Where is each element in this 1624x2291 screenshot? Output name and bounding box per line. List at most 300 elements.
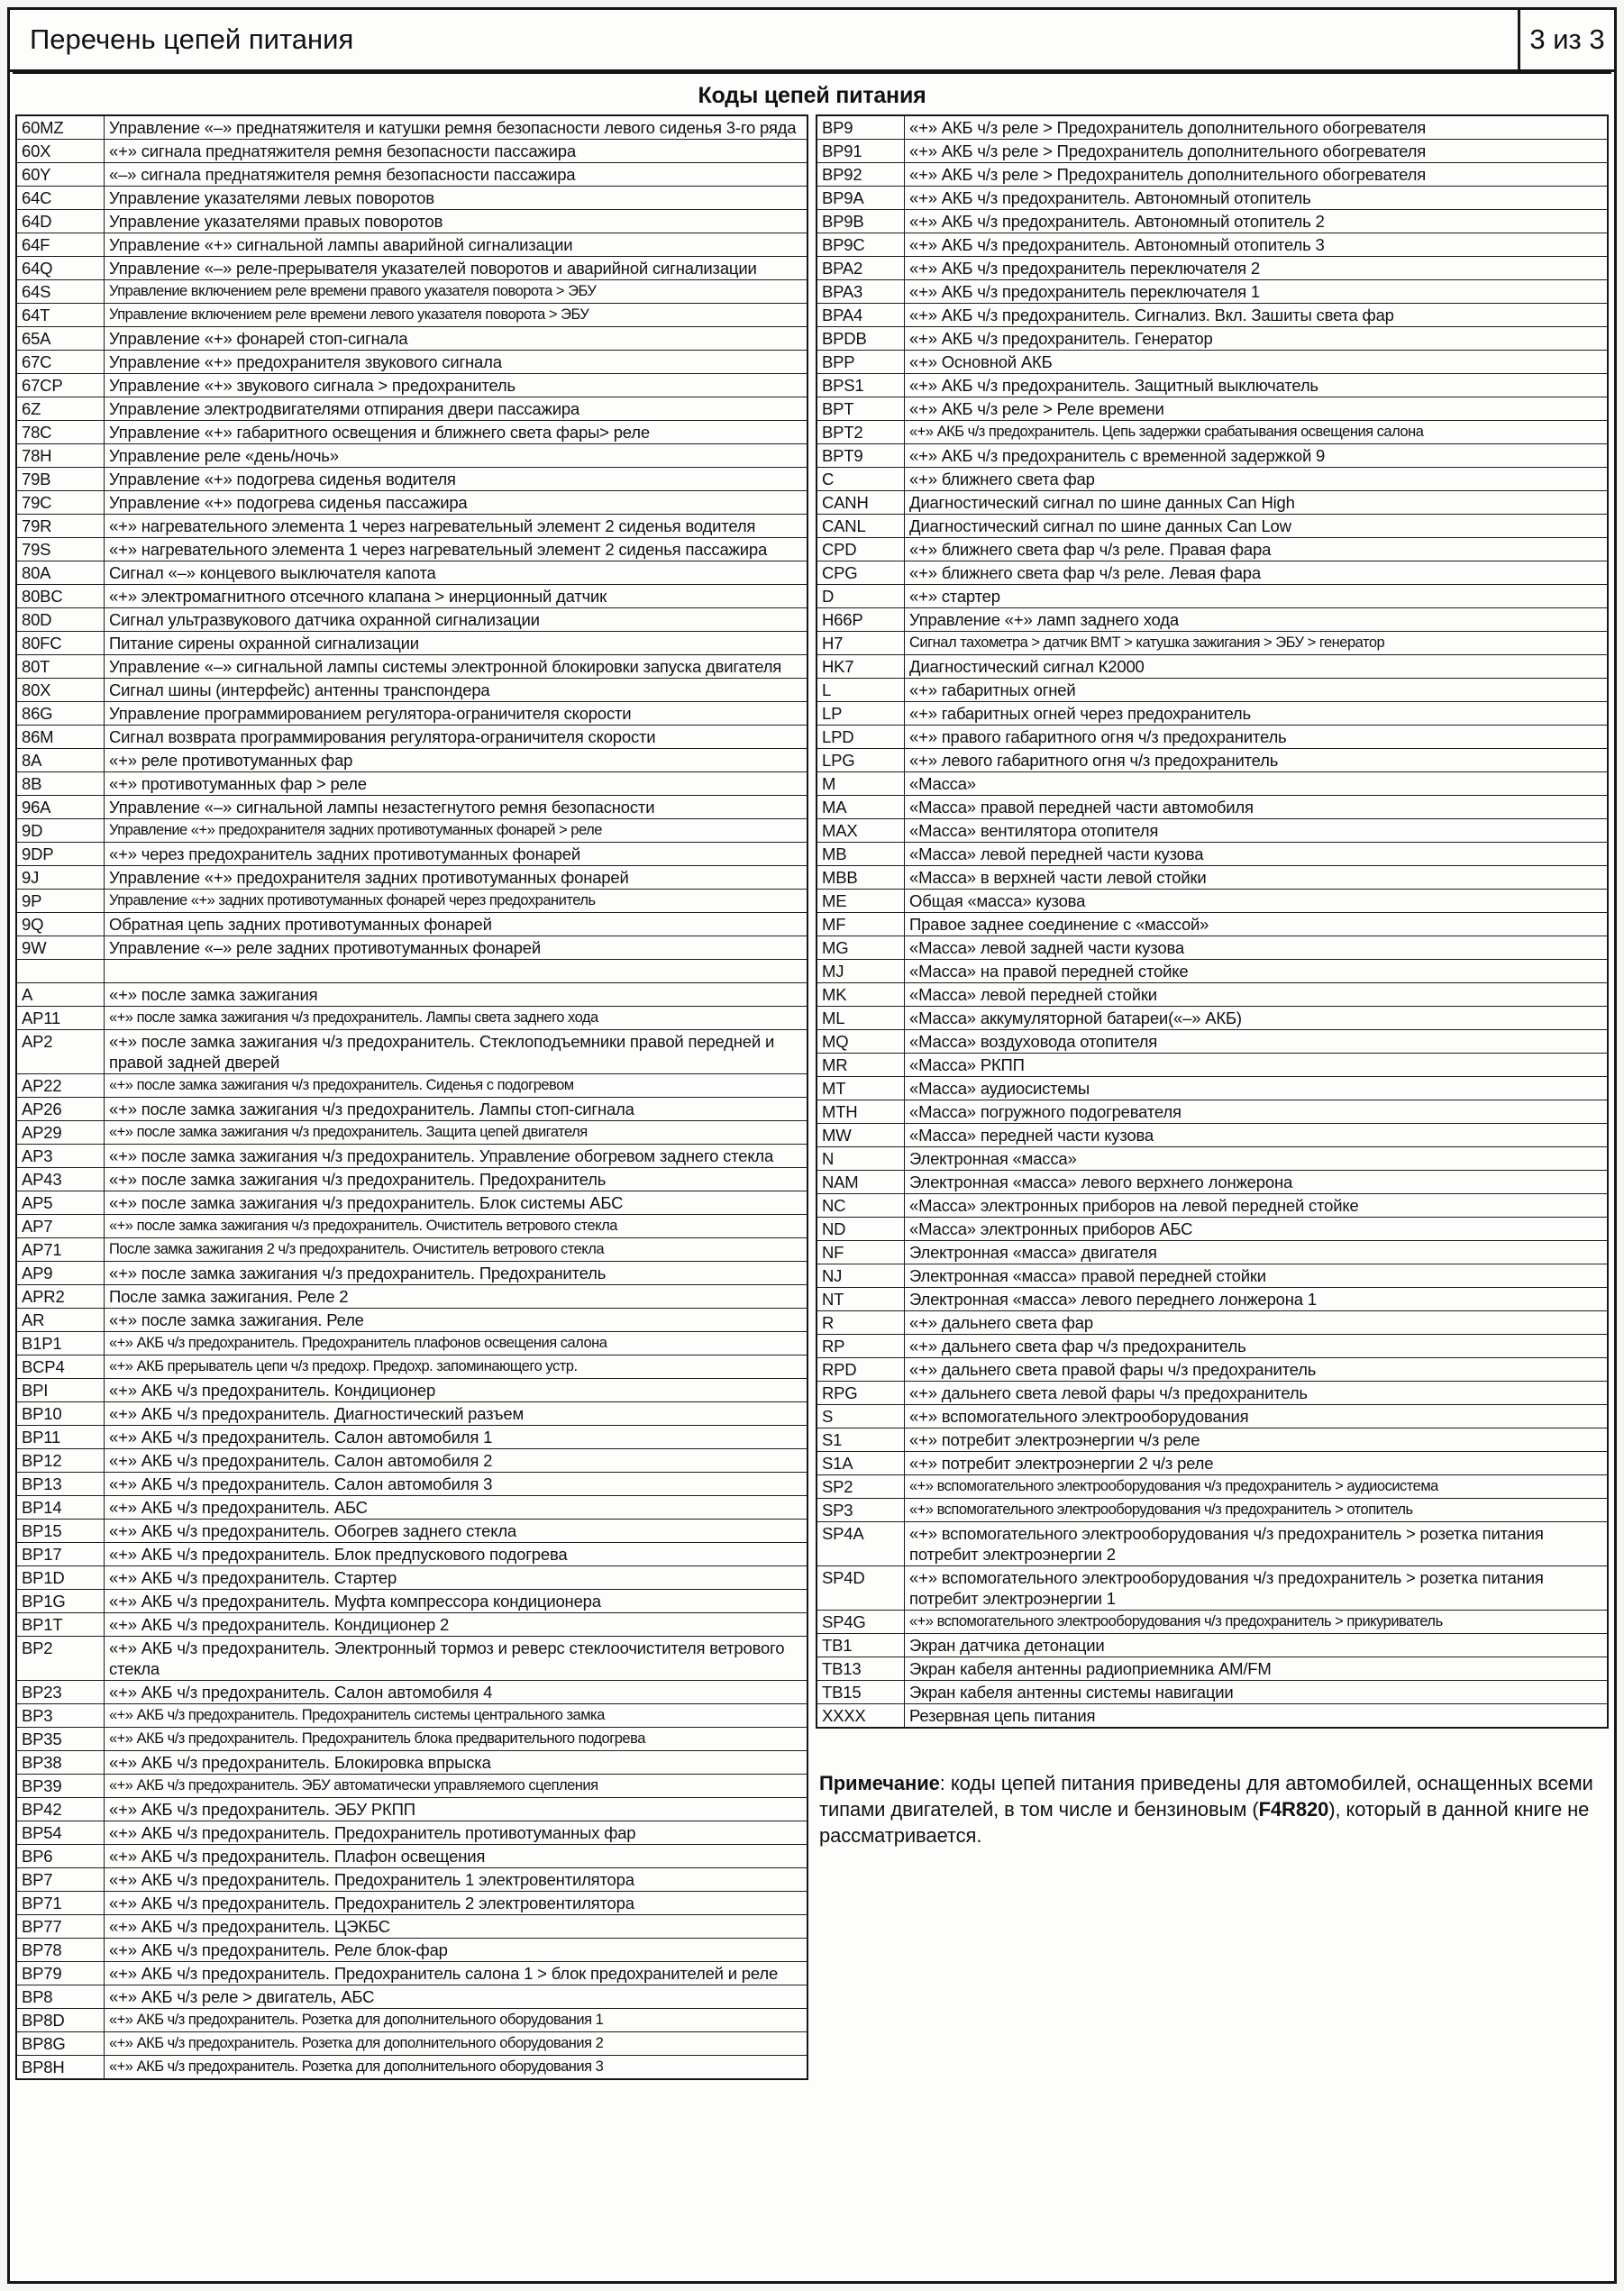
circuit-code: 86M bbox=[16, 726, 105, 749]
table-row bbox=[16, 1402, 807, 1426]
circuit-code: M bbox=[817, 772, 905, 796]
table-row bbox=[16, 187, 807, 210]
circuit-code: BP6 bbox=[16, 1845, 105, 1868]
circuit-code: NJ bbox=[817, 1264, 905, 1288]
table-row bbox=[16, 632, 807, 655]
circuit-code: AP22 bbox=[16, 1074, 105, 1098]
circuit-code: 8A bbox=[16, 749, 105, 772]
power-circuit-codes-table-left bbox=[15, 114, 808, 2080]
circuit-description: «+» электромагнитного отсечного клапана > инерционный датчик bbox=[105, 585, 808, 608]
circuit-description: Управление «+» задних противотуманных фонарей через предохранитель bbox=[105, 890, 808, 913]
circuit-description: Электронная «масса» левого верхнего лонжерона bbox=[905, 1171, 1609, 1194]
circuit-description: «+» АКБ ч/з реле > Предохранитель дополнительного обогревателя bbox=[905, 140, 1609, 163]
table-row bbox=[16, 1285, 807, 1309]
circuit-description: «Масса» РКПП bbox=[905, 1054, 1609, 1077]
table-row bbox=[817, 1054, 1608, 1077]
table-row bbox=[16, 913, 807, 936]
circuit-description: «+» стартер bbox=[905, 585, 1609, 608]
table-row bbox=[817, 210, 1608, 233]
table-row bbox=[817, 796, 1608, 819]
circuit-code: S bbox=[817, 1405, 905, 1428]
circuit-description: «+» АКБ ч/з предохранитель. Предохранитель 2 электровентилятора bbox=[105, 1892, 808, 1915]
circuit-code: 79S bbox=[16, 538, 105, 561]
two-column-layout bbox=[15, 114, 1609, 2080]
circuit-description: Управление указателями левых поворотов bbox=[105, 187, 808, 210]
circuit-description: «+» после замка зажигания ч/з предохранитель. Защита цепей двигателя bbox=[105, 1121, 808, 1145]
circuit-code bbox=[16, 960, 105, 983]
circuit-code: BP78 bbox=[16, 1939, 105, 1962]
table-row bbox=[817, 257, 1608, 280]
table-row bbox=[16, 1566, 807, 1590]
circuit-code: ML bbox=[817, 1007, 905, 1030]
table-row bbox=[16, 2032, 807, 2056]
circuit-code: L bbox=[817, 679, 905, 702]
circuit-code: NT bbox=[817, 1288, 905, 1311]
circuit-description: Управление «–» реле задних противотуманных фонарей bbox=[105, 936, 808, 960]
circuit-description: Управление «–» сигнальной лампы незастегнутого ремня безопасности bbox=[105, 796, 808, 819]
circuit-code: ME bbox=[817, 890, 905, 913]
circuit-code: 64T bbox=[16, 304, 105, 327]
circuit-code: MJ bbox=[817, 960, 905, 983]
table-row bbox=[817, 163, 1608, 187]
circuit-description: «+» АКБ ч/з предохранитель. Кондиционер bbox=[105, 1379, 808, 1402]
circuit-code: 60X bbox=[16, 140, 105, 163]
circuit-code: NAM bbox=[817, 1171, 905, 1194]
table-row bbox=[16, 1145, 807, 1168]
table-row bbox=[817, 913, 1608, 936]
table-row bbox=[817, 397, 1608, 421]
circuit-code: BPDB bbox=[817, 327, 905, 351]
circuit-description: «+» АКБ ч/з предохранитель. Автономный отопитель 3 bbox=[905, 233, 1609, 257]
circuit-description: «+» противотуманных фар > реле bbox=[105, 772, 808, 796]
circuit-code: BPT bbox=[817, 397, 905, 421]
note-engine-code: F4R820 bbox=[1258, 1798, 1329, 1821]
circuit-code: MA bbox=[817, 796, 905, 819]
circuit-description: «Масса» левой передней части кузова bbox=[905, 843, 1609, 866]
circuit-description: «+» АКБ ч/з предохранитель. Предохранитель салона 1 > блок предохранителей и реле bbox=[105, 1962, 808, 1985]
table-row bbox=[817, 1382, 1608, 1405]
table-row bbox=[817, 936, 1608, 960]
table-row bbox=[16, 819, 807, 843]
circuit-code: BP92 bbox=[817, 163, 905, 187]
table-row bbox=[16, 1637, 807, 1681]
table-row bbox=[16, 2056, 807, 2080]
table-row bbox=[16, 585, 807, 608]
circuit-code: XXXX bbox=[817, 1704, 905, 1729]
circuit-description: «+» потребит электроэнергии ч/з реле bbox=[905, 1428, 1609, 1452]
circuit-description: «Масса» в верхней части левой стойки bbox=[905, 866, 1609, 890]
circuit-code: MW bbox=[817, 1124, 905, 1147]
circuit-description: «+» вспомогательного электрооборудования ч/з предохранитель > прикуриватель bbox=[905, 1611, 1609, 1634]
circuit-description: Управление «–» сигнальной лампы системы электронной блокировки запуска двигателя bbox=[105, 655, 808, 679]
circuit-code: H7 bbox=[817, 632, 905, 655]
circuit-code: 80D bbox=[16, 608, 105, 632]
table-row bbox=[16, 1892, 807, 1915]
circuit-description: «+» АКБ ч/з предохранитель. Предохранитель системы центрального замка bbox=[105, 1704, 808, 1728]
circuit-code: BCP4 bbox=[16, 1355, 105, 1379]
table-row bbox=[16, 468, 807, 491]
circuit-description: «+» АКБ ч/з предохранитель переключателя 2 bbox=[905, 257, 1609, 280]
circuit-code: BPP bbox=[817, 351, 905, 374]
circuit-description: Управление включением реле времени правого указателя поворота > ЭБУ bbox=[105, 280, 808, 304]
circuit-description: «+» ближнего света фар ч/з реле. Правая фара bbox=[905, 538, 1609, 561]
circuit-code: 67CP bbox=[16, 374, 105, 397]
table-row bbox=[817, 140, 1608, 163]
circuit-description: «+» АКБ ч/з предохранитель. Обогрев заднего стекла bbox=[105, 1520, 808, 1543]
table-row bbox=[817, 561, 1608, 585]
circuit-code: SP3 bbox=[817, 1499, 905, 1522]
circuit-code: BP8H bbox=[16, 2056, 105, 2080]
circuit-description: «+» АКБ ч/з предохранитель. Предохранитель противотуманных фар bbox=[105, 1821, 808, 1845]
circuit-code: AP29 bbox=[16, 1121, 105, 1145]
table-row bbox=[817, 960, 1608, 983]
circuit-description: Сигнал «–» концевого выключателя капота bbox=[105, 561, 808, 585]
note-paragraph bbox=[816, 1770, 1609, 1848]
circuit-description: «+» АКБ ч/з предохранитель. Предохранитель плафонов освещения салона bbox=[105, 1332, 808, 1355]
circuit-description: Управление «+» звукового сигнала > предохранитель bbox=[105, 374, 808, 397]
table-row bbox=[16, 374, 807, 397]
circuit-description: Управление «–» преднатяжителя и катушки ремня безопасности левого сиденья 3-го ряда bbox=[105, 115, 808, 140]
circuit-code: MQ bbox=[817, 1030, 905, 1054]
table-row bbox=[817, 843, 1608, 866]
circuit-description: «+» АКБ ч/з предохранитель. Салон автомобиля 2 bbox=[105, 1449, 808, 1473]
circuit-description: «+» АКБ ч/з предохранитель. ЭБУ РКПП bbox=[105, 1798, 808, 1821]
circuit-code: RPD bbox=[817, 1358, 905, 1382]
table-row bbox=[817, 1681, 1608, 1704]
circuit-code: HK7 bbox=[817, 655, 905, 679]
circuit-code: TB15 bbox=[817, 1681, 905, 1704]
table-row bbox=[16, 304, 807, 327]
table-row bbox=[16, 1520, 807, 1543]
circuit-description: Управление «+» подогрева сиденья водителя bbox=[105, 468, 808, 491]
circuit-code: 9J bbox=[16, 866, 105, 890]
circuit-description: Управление «+» предохранителя задних противотуманных фонарей bbox=[105, 866, 808, 890]
table-row bbox=[16, 1798, 807, 1821]
circuit-description: Обратная цепь задних противотуманных фонарей bbox=[105, 913, 808, 936]
table-row bbox=[817, 1288, 1608, 1311]
circuit-description: «+» АКБ ч/з реле > Предохранитель дополнительного обогревателя bbox=[905, 115, 1609, 140]
circuit-code: 80BC bbox=[16, 585, 105, 608]
table-row bbox=[16, 257, 807, 280]
circuit-code: BP35 bbox=[16, 1728, 105, 1751]
circuit-description: «+» АКБ ч/з предохранитель. Блокировка впрыска bbox=[105, 1751, 808, 1775]
table-row bbox=[817, 1007, 1608, 1030]
circuit-code: LPD bbox=[817, 726, 905, 749]
circuit-description: Управление включением реле времени левого указателя поворота > ЭБУ bbox=[105, 304, 808, 327]
table-row bbox=[16, 1355, 807, 1379]
circuit-code: 67C bbox=[16, 351, 105, 374]
circuit-code: CANL bbox=[817, 515, 905, 538]
table-row bbox=[16, 1496, 807, 1520]
circuit-description: Правое заднее соединение с «массой» bbox=[905, 913, 1609, 936]
circuit-description bbox=[105, 960, 808, 983]
circuit-description: «Масса» левой задней части кузова bbox=[905, 936, 1609, 960]
table-row bbox=[16, 444, 807, 468]
table-row bbox=[16, 421, 807, 444]
circuit-code: AP9 bbox=[16, 1262, 105, 1285]
circuit-description: «+» после замка зажигания ч/з предохранитель. Очиститель ветрового стекла bbox=[105, 1215, 808, 1238]
table-row bbox=[16, 1426, 807, 1449]
circuit-description: «+» АКБ прерыватель цепи ч/з предохр. Предохр. запоминающего устр. bbox=[105, 1355, 808, 1379]
circuit-code: TB1 bbox=[817, 1634, 905, 1657]
table-row bbox=[16, 679, 807, 702]
table-row bbox=[16, 1821, 807, 1845]
circuit-description: «+» АКБ ч/з предохранитель. ЦЭКБС bbox=[105, 1915, 808, 1939]
table-row bbox=[817, 819, 1608, 843]
circuit-description: Диагностический сигнал по шине данных Can Low bbox=[905, 515, 1609, 538]
circuit-code: MT bbox=[817, 1077, 905, 1100]
circuit-description: «+» потребит электроэнергии 2 ч/з реле bbox=[905, 1452, 1609, 1475]
circuit-description: Сигнал тахометра > датчик ВМТ > катушка зажигания > ЭБУ > генератор bbox=[905, 632, 1609, 655]
circuit-description: «Масса» воздуховода отопителя bbox=[905, 1030, 1609, 1054]
table-row bbox=[16, 960, 807, 983]
table-row bbox=[16, 1704, 807, 1728]
table-row bbox=[16, 1332, 807, 1355]
circuit-description: «+» дальнего света фар bbox=[905, 1311, 1609, 1335]
circuit-code: SP4A bbox=[817, 1522, 905, 1566]
table-row bbox=[16, 1473, 807, 1496]
circuit-description: Электронная «масса» левого переднего лонжерона 1 bbox=[905, 1288, 1609, 1311]
table-row bbox=[16, 1074, 807, 1098]
circuit-code: 9W bbox=[16, 936, 105, 960]
circuit-code: BP9B bbox=[817, 210, 905, 233]
circuit-code: 60Y bbox=[16, 163, 105, 187]
table-row bbox=[16, 1845, 807, 1868]
circuit-description: «Масса» передней части кузова bbox=[905, 1124, 1609, 1147]
circuit-description: «+» АКБ ч/з предохранитель. ЭБУ автоматически управляемого сцепления bbox=[105, 1775, 808, 1798]
table-row bbox=[817, 1124, 1608, 1147]
table-row bbox=[16, 983, 807, 1007]
circuit-description: Управление «+» фонарей стоп-сигнала bbox=[105, 327, 808, 351]
circuit-description: Общая «масса» кузова bbox=[905, 890, 1609, 913]
circuit-description: «–» сигнала преднатяжителя ремня безопасности пассажира bbox=[105, 163, 808, 187]
table-row bbox=[817, 983, 1608, 1007]
circuit-code: 80A bbox=[16, 561, 105, 585]
circuit-code: MR bbox=[817, 1054, 905, 1077]
table-row bbox=[16, 327, 807, 351]
circuit-description: «+» после замка зажигания ч/з предохранитель. Управление обогревом заднего стекла bbox=[105, 1145, 808, 1168]
circuit-code: BPA4 bbox=[817, 304, 905, 327]
circuit-code: 86G bbox=[16, 702, 105, 726]
circuit-code: BP1D bbox=[16, 1566, 105, 1590]
circuit-code: 80T bbox=[16, 655, 105, 679]
circuit-code: BP8 bbox=[16, 1985, 105, 2009]
circuit-code: BP9A bbox=[817, 187, 905, 210]
circuit-description: «Масса» вентилятора отопителя bbox=[905, 819, 1609, 843]
circuit-description: «+» после замка зажигания bbox=[105, 983, 808, 1007]
circuit-description: «+» правого габаритного огня ч/з предохранитель bbox=[905, 726, 1609, 749]
circuit-description: «+» АКБ ч/з предохранитель. Предохранитель 1 электровентилятора bbox=[105, 1868, 808, 1892]
circuit-code: BP11 bbox=[16, 1426, 105, 1449]
table-row bbox=[817, 1241, 1608, 1264]
circuit-code: MK bbox=[817, 983, 905, 1007]
circuit-description: «Масса» аккумуляторной батареи(«–» АКБ) bbox=[905, 1007, 1609, 1030]
table-row bbox=[817, 890, 1608, 913]
circuit-description: Экран датчика детонации bbox=[905, 1634, 1609, 1657]
circuit-description: «+» АКБ ч/з предохранитель. Розетка для дополнительного оборудования 2 bbox=[105, 2032, 808, 2056]
table-row bbox=[16, 1309, 807, 1332]
circuit-description: «+» АКБ ч/з предохранитель. Сигнализ. Вкл. Зашиты света фар bbox=[905, 304, 1609, 327]
table-row bbox=[16, 1030, 807, 1074]
table-row bbox=[817, 679, 1608, 702]
circuit-description: «+» АКБ ч/з предохранитель. Салон автомобиля 4 bbox=[105, 1681, 808, 1704]
circuit-description: «+» АКБ ч/з предохранитель. Цепь задержки срабатывания освещения салона bbox=[905, 421, 1609, 444]
circuit-code: TB13 bbox=[817, 1657, 905, 1681]
circuit-description: «+» вспомогательного электрооборудования ч/з предохранитель > розетка питания потребит электроэнергии 1 bbox=[905, 1566, 1609, 1611]
table-row bbox=[817, 1704, 1608, 1729]
circuit-description: «+» АКБ ч/з предохранитель. Предохранитель блока предварительного подогрева bbox=[105, 1728, 808, 1751]
circuit-code: AP26 bbox=[16, 1098, 105, 1121]
circuit-code: D bbox=[817, 585, 905, 608]
circuit-code: 6Z bbox=[16, 397, 105, 421]
circuit-description: «+» АКБ ч/з предохранитель. Автономный отопитель bbox=[905, 187, 1609, 210]
circuit-code: B1P1 bbox=[16, 1332, 105, 1355]
circuit-description: Управление «+» сигнальной лампы аварийной сигнализации bbox=[105, 233, 808, 257]
circuit-code: BP1T bbox=[16, 1613, 105, 1637]
circuit-code: 79C bbox=[16, 491, 105, 515]
table-row bbox=[817, 866, 1608, 890]
circuit-description: «+» АКБ ч/з реле > Предохранитель дополнительного обогревателя bbox=[905, 163, 1609, 187]
table-row bbox=[817, 726, 1608, 749]
circuit-description: «+» АКБ ч/з предохранитель. Реле блок-фар bbox=[105, 1939, 808, 1962]
circuit-description: «Масса» аудиосистемы bbox=[905, 1077, 1609, 1100]
circuit-code: AR bbox=[16, 1309, 105, 1332]
table-row bbox=[16, 140, 807, 163]
table-row bbox=[817, 304, 1608, 327]
circuit-code: BPA2 bbox=[817, 257, 905, 280]
table-row bbox=[817, 1264, 1608, 1288]
circuit-description: «+» АКБ ч/з предохранитель. Защитный выключатель bbox=[905, 374, 1609, 397]
table-row bbox=[817, 749, 1608, 772]
codes-table-title: Коды цепей питания bbox=[698, 83, 926, 108]
circuit-code: BP54 bbox=[16, 1821, 105, 1845]
circuit-code: CPG bbox=[817, 561, 905, 585]
table-row bbox=[16, 538, 807, 561]
circuit-code: 79B bbox=[16, 468, 105, 491]
circuit-description: «+» после замка зажигания ч/з предохранитель. Предохранитель bbox=[105, 1168, 808, 1191]
circuit-code: AP7 bbox=[16, 1215, 105, 1238]
circuit-code: RP bbox=[817, 1335, 905, 1358]
circuit-description: «+» дальнего света правой фары ч/з предохранитель bbox=[905, 1358, 1609, 1382]
circuit-description: «+» после замка зажигания ч/з предохранитель. Стеклоподъемники правой передней и правой задней дверей bbox=[105, 1030, 808, 1074]
table-row bbox=[817, 421, 1608, 444]
power-circuit-codes-table-right bbox=[816, 114, 1609, 1729]
circuit-code: 9P bbox=[16, 890, 105, 913]
circuit-description: «+» нагревательного элемента 1 через нагревательный элемент 2 сиденья водителя bbox=[105, 515, 808, 538]
circuit-code: AP2 bbox=[16, 1030, 105, 1074]
circuit-code: BP2 bbox=[16, 1637, 105, 1681]
circuit-code: BPA3 bbox=[817, 280, 905, 304]
circuit-description: «Масса» правой передней части автомобиля bbox=[905, 796, 1609, 819]
circuit-description: «+» ближнего света фар bbox=[905, 468, 1609, 491]
table-row bbox=[817, 1147, 1608, 1171]
table-row bbox=[817, 772, 1608, 796]
circuit-code: MB bbox=[817, 843, 905, 866]
table-row bbox=[16, 1939, 807, 1962]
circuit-code: NF bbox=[817, 1241, 905, 1264]
table-row bbox=[16, 772, 807, 796]
page-title: Перечень цепей питания bbox=[30, 23, 354, 55]
circuit-description: Управление «+» подогрева сиденья пассажира bbox=[105, 491, 808, 515]
table-row bbox=[16, 936, 807, 960]
circuit-code: 9D bbox=[16, 819, 105, 843]
table-row bbox=[817, 1311, 1608, 1335]
circuit-description: Управление электродвигателями отпирания двери пассажира bbox=[105, 397, 808, 421]
circuit-description: «+» Основной АКБ bbox=[905, 351, 1609, 374]
circuit-code: BPT9 bbox=[817, 444, 905, 468]
table-row bbox=[817, 1405, 1608, 1428]
table-row bbox=[16, 1915, 807, 1939]
table-row bbox=[16, 1215, 807, 1238]
circuit-description: Управление «+» предохранителя звукового сигнала bbox=[105, 351, 808, 374]
circuit-description: Сигнал шины (интерфейс) антенны транспондера bbox=[105, 679, 808, 702]
table-row bbox=[817, 655, 1608, 679]
circuit-code: BP13 bbox=[16, 1473, 105, 1496]
circuit-description: «+» АКБ ч/з предохранитель. Муфта компрессора кондиционера bbox=[105, 1590, 808, 1613]
circuit-description: «+» вспомогательного электрооборудования ч/з предохранитель > розетка питания потребит электроэнергии 2 bbox=[905, 1522, 1609, 1566]
table-row bbox=[16, 1098, 807, 1121]
table-row bbox=[16, 1775, 807, 1798]
circuit-code: 9DP bbox=[16, 843, 105, 866]
table-row bbox=[16, 2009, 807, 2032]
table-row bbox=[817, 608, 1608, 632]
table-row bbox=[16, 702, 807, 726]
circuit-code: NC bbox=[817, 1194, 905, 1218]
circuit-description: «+» АКБ ч/з предохранитель. Диагностический разъем bbox=[105, 1402, 808, 1426]
circuit-code: 64S bbox=[16, 280, 105, 304]
table-row bbox=[817, 1634, 1608, 1657]
circuit-code: RPG bbox=[817, 1382, 905, 1405]
circuit-code: BP14 bbox=[16, 1496, 105, 1520]
circuit-description: «+» АКБ ч/з предохранитель. Плафон освещения bbox=[105, 1845, 808, 1868]
circuit-description: «Масса» погружного подогревателя bbox=[905, 1100, 1609, 1124]
circuit-description: «Масса» на правой передней стойке bbox=[905, 960, 1609, 983]
circuit-description: «+» АКБ ч/з предохранитель. Блок предпускового подогрева bbox=[105, 1543, 808, 1566]
circuit-description: «+» вспомогательного электрооборудования bbox=[905, 1405, 1609, 1428]
circuit-description: «+» после замка зажигания ч/з предохранитель. Блок системы АБС bbox=[105, 1191, 808, 1215]
circuit-code: AP5 bbox=[16, 1191, 105, 1215]
left-column bbox=[15, 114, 808, 2080]
circuit-code: MF bbox=[817, 913, 905, 936]
circuit-code: AP71 bbox=[16, 1238, 105, 1262]
circuit-description: «+» АКБ ч/з предохранитель. Стартер bbox=[105, 1566, 808, 1590]
circuit-code: SP2 bbox=[817, 1475, 905, 1499]
circuit-description: «Масса» bbox=[905, 772, 1609, 796]
table-row bbox=[16, 233, 807, 257]
circuit-code: BP3 bbox=[16, 1704, 105, 1728]
circuit-description: «Масса» электронных приборов на левой передней стойке bbox=[905, 1194, 1609, 1218]
table-row bbox=[817, 1475, 1608, 1499]
table-row bbox=[817, 585, 1608, 608]
circuit-code: MG bbox=[817, 936, 905, 960]
circuit-description: «+» после замка зажигания. Реле bbox=[105, 1309, 808, 1332]
table-row bbox=[16, 1121, 807, 1145]
table-row bbox=[817, 1522, 1608, 1566]
page-header bbox=[10, 10, 1614, 72]
table-row bbox=[817, 632, 1608, 655]
circuit-code: C bbox=[817, 468, 905, 491]
circuit-description: Управление «+» предохранителя задних противотуманных фонарей > реле bbox=[105, 819, 808, 843]
table-row bbox=[16, 1191, 807, 1215]
circuit-code: H66P bbox=[817, 608, 905, 632]
table-row bbox=[817, 1030, 1608, 1054]
circuit-code: BP8D bbox=[16, 2009, 105, 2032]
circuit-code: 78C bbox=[16, 421, 105, 444]
circuit-code: 8B bbox=[16, 772, 105, 796]
circuit-code: BPT2 bbox=[817, 421, 905, 444]
right-column bbox=[816, 114, 1609, 1848]
table-row bbox=[817, 1194, 1608, 1218]
